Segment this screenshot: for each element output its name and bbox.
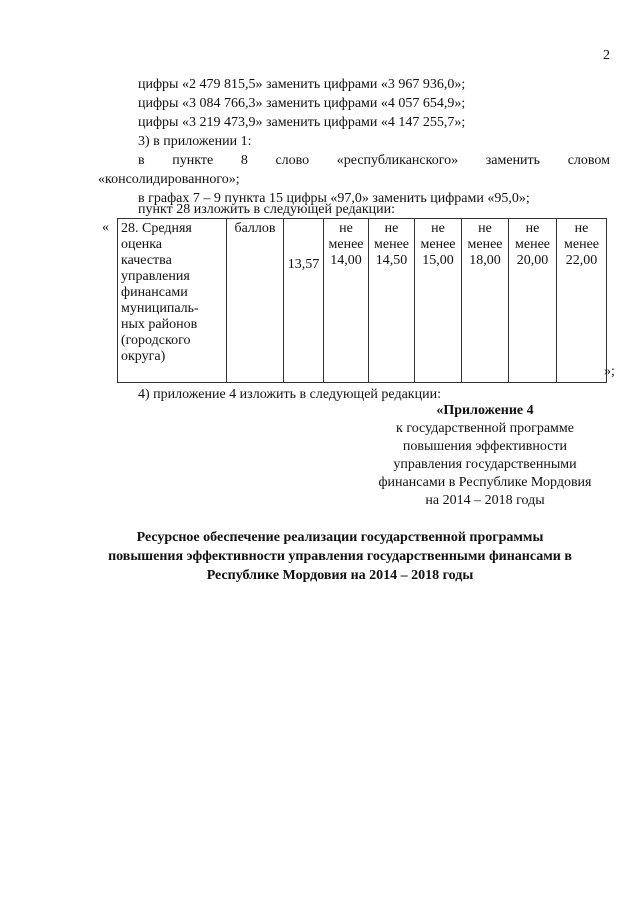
prefix-menee: менее bbox=[328, 237, 364, 252]
text-line-6: «консолидированного»; bbox=[98, 172, 240, 187]
prefix-menee: менее bbox=[515, 237, 550, 252]
target-value-cell bbox=[557, 219, 607, 383]
page-number: 2 bbox=[603, 48, 610, 63]
appendix-line: к государственной программе bbox=[396, 421, 574, 436]
prefix-menee: менее bbox=[564, 237, 599, 252]
word: заменить bbox=[485, 153, 541, 168]
unit-cell: баллов bbox=[227, 219, 284, 383]
prefix-menee: менее bbox=[420, 237, 456, 252]
target-value: 22,00 bbox=[565, 253, 598, 268]
prefix-ne: не bbox=[431, 221, 445, 236]
text-line-5 bbox=[138, 152, 610, 170]
prefix-menee: менее bbox=[374, 237, 409, 252]
indicator-name-line: (городского bbox=[121, 333, 191, 348]
indicator-name-cell bbox=[118, 219, 227, 383]
prefix-ne: не bbox=[525, 221, 540, 236]
text-line-8: пункт 28 изложить в следующей редакции: bbox=[138, 202, 395, 217]
indicator-name-line: финансами bbox=[121, 285, 188, 300]
prefix-ne: не bbox=[478, 221, 492, 236]
text-line-4: 3) в приложении 1: bbox=[138, 134, 252, 149]
quote-close: »; bbox=[604, 364, 615, 379]
heading-line: Ресурсное обеспечение реализации государственной программы bbox=[136, 530, 544, 545]
text-line-7: в графах 7 – 9 пункта 15 цифры «97,0» заменить цифрами «95,0»; bbox=[138, 191, 530, 206]
appendix-line: на 2014 – 2018 годы bbox=[425, 493, 545, 508]
prefix-menee: менее bbox=[467, 237, 503, 252]
target-value-cell bbox=[324, 219, 369, 383]
appendix-title: «Приложение 4 bbox=[436, 403, 534, 418]
indicator-name-line: качества bbox=[121, 253, 172, 268]
target-value: 18,00 bbox=[469, 253, 501, 268]
indicator-name-line: ных районов bbox=[121, 317, 198, 332]
target-value-cell bbox=[369, 219, 415, 383]
heading-line: Республике Мордовия на 2014 – 2018 годы bbox=[206, 568, 474, 583]
word: 8 bbox=[240, 153, 248, 168]
target-value: 14,50 bbox=[375, 253, 408, 268]
word: слово bbox=[275, 153, 310, 168]
target-value-cell bbox=[462, 219, 509, 383]
text-line-1: цифры «2 479 815,5» заменить цифрами «3 967 936,0»; bbox=[138, 77, 466, 92]
appendix-line: повышения эффективности bbox=[402, 439, 568, 454]
target-value: 15,00 bbox=[422, 253, 454, 268]
amendment-table bbox=[117, 218, 607, 383]
heading-line: повышения эффективности управления государственными финансами в bbox=[108, 549, 572, 564]
prefix-ne: не bbox=[574, 221, 589, 236]
target-value: 20,00 bbox=[516, 253, 549, 268]
word: «республиканского» bbox=[336, 153, 459, 168]
target-value-cell bbox=[509, 219, 557, 383]
quote-open: « bbox=[102, 220, 109, 235]
table-row bbox=[118, 219, 607, 383]
text-line-3: цифры «3 219 473,9» заменить цифрами «4 147 255,7»; bbox=[138, 115, 466, 130]
text-line-2: цифры «3 084 766,3» заменить цифрами «4 057 654,9»; bbox=[138, 96, 466, 111]
indicator-name-line: 28. Средняя bbox=[121, 221, 192, 236]
text-line-9: 4) приложение 4 изложить в следующей редакции: bbox=[138, 387, 441, 402]
prefix-ne: не bbox=[339, 221, 353, 236]
word: в bbox=[138, 153, 145, 168]
prefix-ne: не bbox=[384, 221, 399, 236]
indicator-name-line: округа) bbox=[121, 349, 166, 364]
section-heading bbox=[80, 528, 600, 585]
word: словом bbox=[567, 153, 610, 168]
target-value: 14,00 bbox=[330, 253, 362, 268]
indicator-name-line: управления bbox=[121, 269, 190, 284]
base-value-cell: 13,57 bbox=[284, 219, 324, 383]
appendix-line: управления государственными bbox=[393, 457, 577, 472]
target-value-cell bbox=[415, 219, 462, 383]
appendix-line: финансами в Республике Мордовия bbox=[378, 475, 592, 490]
word: пункте bbox=[172, 153, 214, 168]
indicator-name-line: оценка bbox=[121, 237, 163, 252]
indicator-name-line: муниципаль- bbox=[121, 301, 199, 316]
appendix-block bbox=[360, 402, 610, 510]
